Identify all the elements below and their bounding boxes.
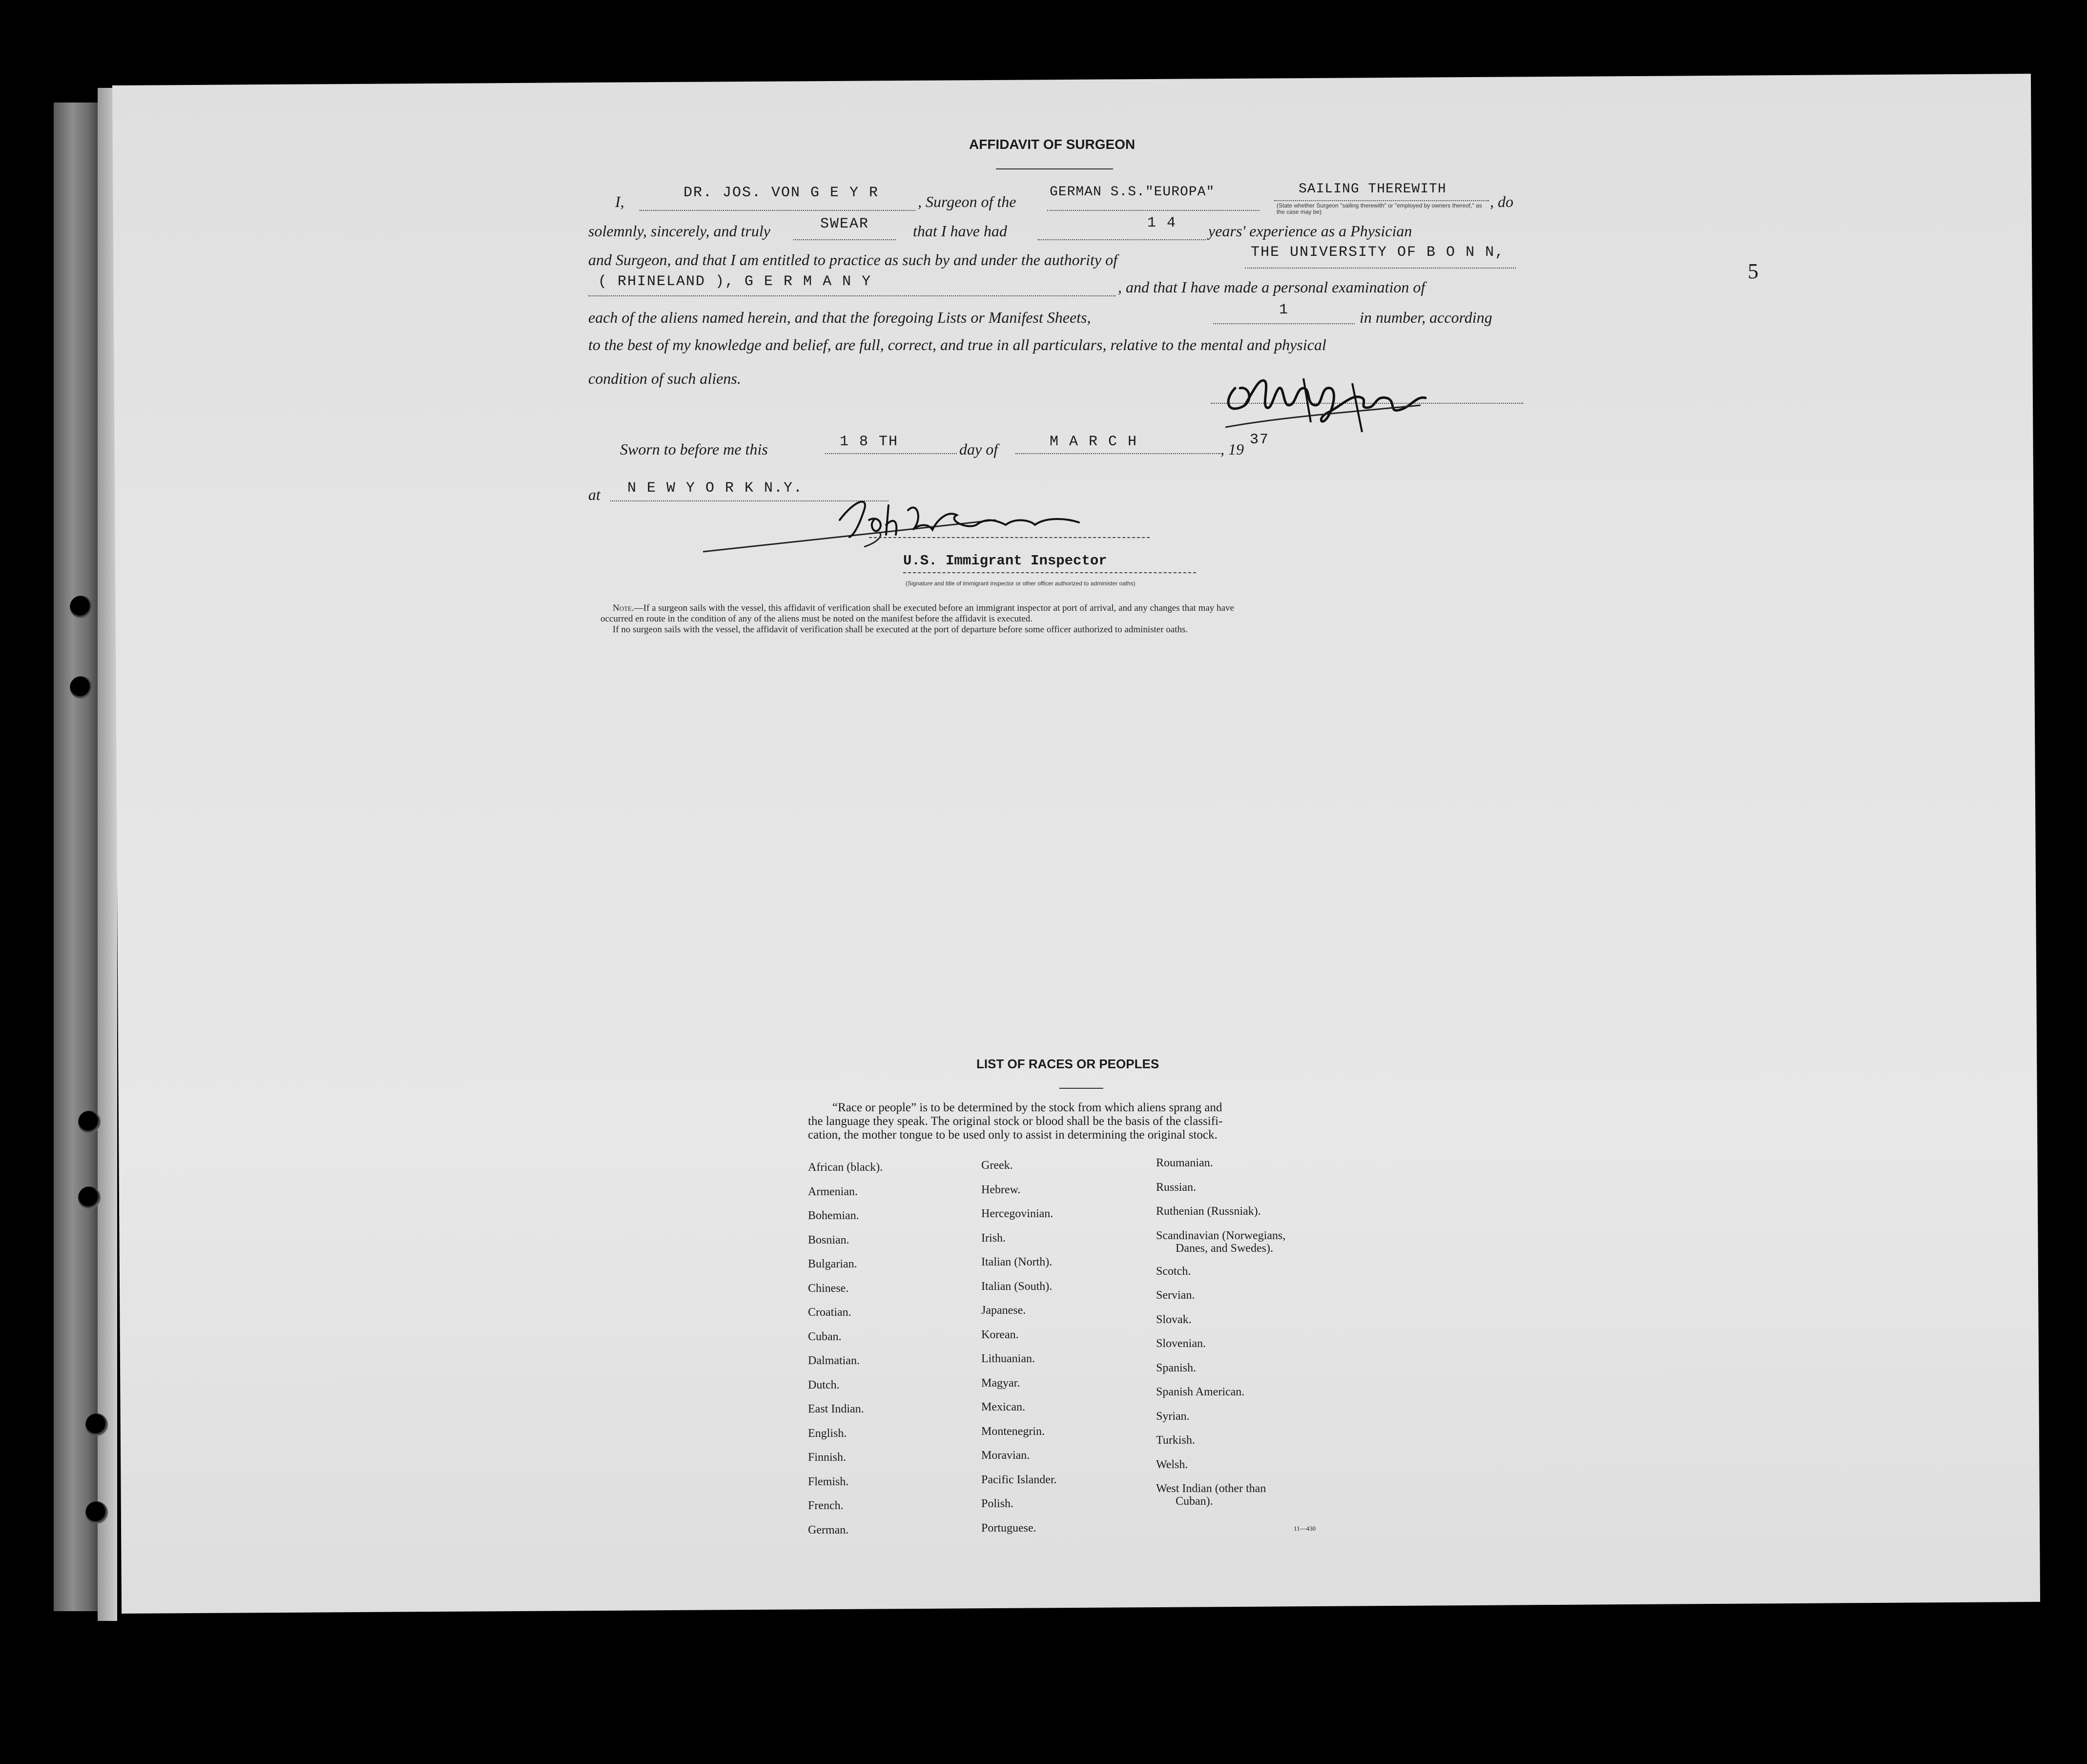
race-item: Croatian. <box>808 1306 851 1319</box>
note-label: Note. <box>613 603 634 613</box>
years-value: 1 4 <box>1147 215 1177 231</box>
authority-line <box>1245 268 1516 269</box>
solemnly-text: solemnly, sincerely, and truly <box>588 222 770 240</box>
sworn-month: M A R C H <box>1050 434 1138 450</box>
sheets-value: 1 <box>1279 302 1289 318</box>
year-suffix: 37 <box>1250 432 1270 448</box>
races-intro-line-2: the language they speak. The original stock or blood shall be the basis of the classifi- <box>808 1115 1223 1128</box>
race-item: Spanish. <box>1156 1361 1197 1374</box>
authority-value-1: THE UNIVERSITY OF B O N N, <box>1251 244 1505 261</box>
race-item: Lithuanian. <box>981 1352 1035 1365</box>
race-item: Magyar. <box>981 1376 1020 1390</box>
surgeon-signature <box>1206 359 1479 437</box>
note-line-1: —If a surgeon sails with the vessel, this affidavit of verification shall be executed before an immigrant inspector at port of arrival, and any changes that may have <box>634 603 1234 613</box>
races-intro-line-3: cation, the mother tongue to be used only to assist in determining the original stock. <box>808 1128 1218 1141</box>
form-code: 11—430 <box>1294 1525 1316 1532</box>
race-item: Turkish. <box>1156 1434 1195 1447</box>
inspector-title: U.S. Immigrant Inspector <box>903 553 1107 569</box>
race-item: Cuban. <box>808 1330 842 1343</box>
race-item: Chinese. <box>808 1282 849 1295</box>
best-knowledge-text: to the best of my knowledge and belief, are full, correct, and true in all particulars, relative to the mental and physical <box>588 336 1326 353</box>
race-item: Italian (South). <box>981 1280 1053 1293</box>
race-item: Spanish American. <box>1156 1386 1245 1398</box>
race-item: Hercegovinian. <box>981 1207 1054 1220</box>
surgeon-of-label: , Surgeon of the <box>918 193 1016 210</box>
affidavit-note <box>613 603 1526 614</box>
sworn-day-line <box>825 453 957 454</box>
note-line-3: If no surgeon sails with the vessel, the affidavit of verification shall be executed at the port of departure before some officer authorized to administer oaths. <box>613 624 1188 635</box>
binding-strip <box>54 103 100 1611</box>
race-item: Finnish. <box>808 1451 847 1464</box>
race-item: Russian. <box>1156 1181 1197 1194</box>
race-item: Greek. <box>981 1159 1013 1172</box>
years-line <box>1037 239 1206 240</box>
races-title-rule <box>1059 1088 1103 1089</box>
race-item: Portuguese. <box>981 1521 1036 1535</box>
personal-exam-text: , and that I have made a personal examination of <box>1118 278 1426 296</box>
race-item: Servian. <box>1156 1289 1195 1302</box>
year-prefix: , 19 <box>1220 440 1244 458</box>
page-number: 5 <box>1748 259 1758 283</box>
inspector-title-line <box>903 572 1196 573</box>
race-item: Slovenian. <box>1156 1337 1206 1350</box>
races-column-1 <box>808 1161 883 1547</box>
race-item: Polish. <box>981 1497 1014 1510</box>
race-item: African (black). <box>808 1161 883 1174</box>
in-number-text: in number, according <box>1360 309 1492 326</box>
race-item: Montenegrin. <box>981 1425 1045 1438</box>
races-column-2 <box>981 1159 1057 1545</box>
sheets-line <box>1213 323 1355 324</box>
place-value: N E W Y O R K N.Y. <box>627 480 804 497</box>
title-rule <box>996 168 1113 169</box>
race-item: Armenian. <box>808 1185 858 1198</box>
race-item: Dutch. <box>808 1378 840 1391</box>
races-column-3 <box>1156 1156 1285 1508</box>
punch-hole <box>85 1501 108 1524</box>
do-label: , do <box>1490 193 1513 210</box>
race-item: Pacific Islander. <box>981 1473 1057 1486</box>
race-item: East Indian. <box>808 1403 864 1415</box>
race-item: Scandinavian (Norwegians, <box>1156 1229 1286 1242</box>
race-item: Hebrew. <box>981 1183 1021 1196</box>
race-item: Ruthenian (Russniak). <box>1156 1205 1261 1218</box>
authority-line-2 <box>588 295 1116 296</box>
punch-hole <box>70 676 92 699</box>
race-item: Bosnian. <box>808 1233 849 1246</box>
race-item: English. <box>808 1427 847 1440</box>
sailing-line <box>1274 200 1489 201</box>
vessel-line <box>1047 210 1260 211</box>
race-item: Roumanian. <box>1156 1157 1213 1169</box>
sailing-caption: (State whether Surgeon "sailing therewith" or "employed by owners thereof," as the case may be) <box>1277 202 1482 215</box>
manifest-sheet <box>112 74 2040 1614</box>
race-item: Bohemian. <box>808 1209 859 1222</box>
surgeon-name: DR. JOS. VON G E Y R <box>683 185 879 201</box>
punch-hole <box>85 1413 108 1436</box>
race-item: Scotch. <box>1156 1265 1191 1278</box>
race-item: Moravian. <box>981 1449 1030 1462</box>
race-item: Irish. <box>981 1231 1006 1245</box>
day-of-label: day of <box>959 440 998 458</box>
race-item: Slovak. <box>1156 1313 1192 1326</box>
race-item: Dalmatian. <box>808 1354 860 1367</box>
punch-hole <box>78 1186 101 1209</box>
races-title: LIST OF RACES OR PEOPLES <box>976 1057 1159 1071</box>
race-item: West Indian (other than <box>1156 1482 1266 1495</box>
oath-line <box>793 239 896 240</box>
sailing-status: SAILING THEREWITH <box>1299 182 1446 197</box>
races-intro-line-1: “Race or people” is to be determined by the stock from which aliens sprang and <box>832 1101 1222 1114</box>
race-item: Japanese. <box>981 1304 1026 1317</box>
punch-hole <box>70 596 92 618</box>
race-item: Mexican. <box>981 1401 1025 1413</box>
race-item: Welsh. <box>1156 1458 1188 1471</box>
punch-hole <box>78 1111 101 1133</box>
condition-text: condition of such aliens. <box>588 370 741 387</box>
inspector-caption: (Signature and title of immigrant inspector or other officer authorized to administer oaths) <box>906 580 1136 587</box>
years-experience-text: years' experience as a Physician <box>1208 222 1412 240</box>
race-item: French. <box>808 1499 844 1512</box>
i-prefix: I, <box>615 193 624 210</box>
have-had-text: that I have had <box>913 222 1007 240</box>
race-item: Syrian. <box>1156 1410 1190 1423</box>
race-item: German. <box>808 1523 849 1536</box>
race-item: Cuban). <box>1176 1495 1213 1508</box>
note-line-2: occurred en route in the condition of any of the aliens must be noted on the manifest before the affidavit is executed. <box>600 614 1033 624</box>
surgeon-name-line <box>640 210 915 211</box>
each-alien-text: each of the aliens named herein, and that the foregoing Lists or Manifest Sheets, <box>588 309 1091 326</box>
sworn-prefix: Sworn to before me this <box>620 440 768 458</box>
at-label: at <box>588 486 600 503</box>
race-item: Italian (North). <box>981 1256 1053 1268</box>
authority-value-2: ( RHINELAND ), G E R M A N Y <box>598 273 872 290</box>
sworn-day: 1 8 TH <box>840 434 899 450</box>
inspector-signature-line <box>869 537 1150 538</box>
sworn-month-line <box>1015 453 1220 454</box>
oath-word: SWEAR <box>820 216 869 232</box>
race-item: Bulgarian. <box>808 1258 857 1270</box>
race-item: Danes, and Swedes). <box>1176 1242 1273 1255</box>
authority-text: and Surgeon, and that I am entitled to practice as such by and under the authority of <box>588 251 1117 269</box>
races-intro <box>808 1101 1222 1142</box>
race-item: Flemish. <box>808 1475 849 1488</box>
vessel-name: GERMAN S.S."EUROPA" <box>1050 185 1215 200</box>
race-item: Korean. <box>981 1328 1019 1341</box>
affidavit-title: AFFIDAVIT OF SURGEON <box>969 137 1136 152</box>
